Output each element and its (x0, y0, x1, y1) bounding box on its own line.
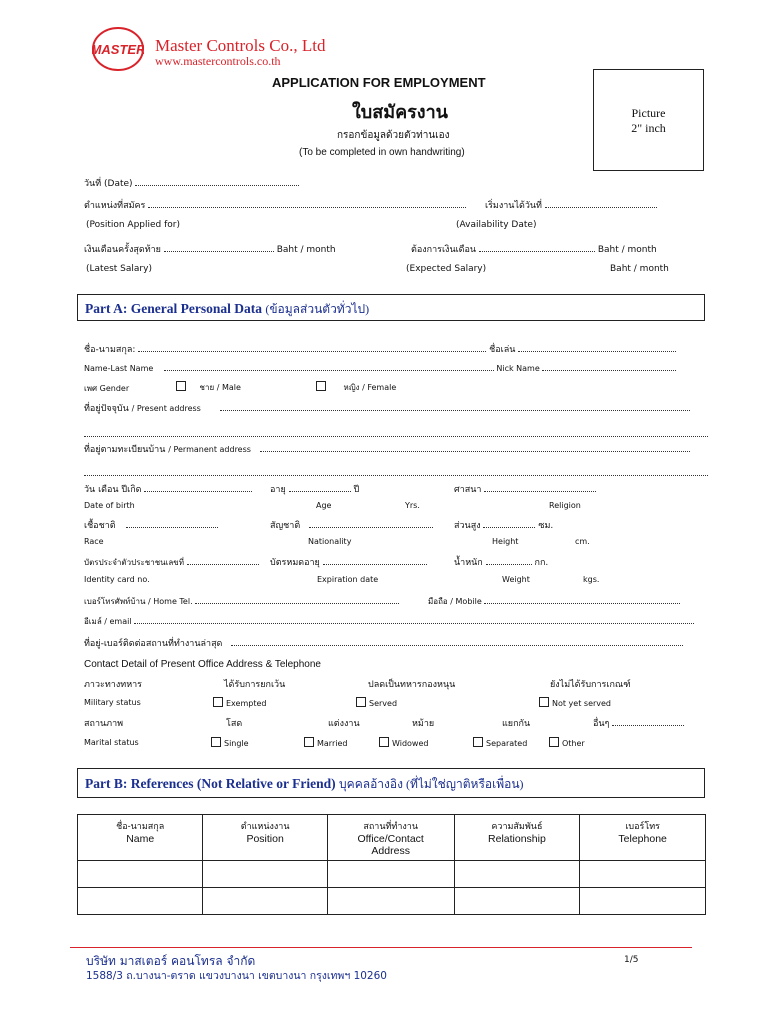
religion-label-th: ศาสนา (454, 485, 482, 495)
other-option[interactable] (549, 737, 585, 748)
mobile-field[interactable] (428, 595, 680, 608)
part-b-title-th: บุคคลอ้างอิง (ที่ไม่ใช่ญาติหรือเพื่อน) (339, 777, 524, 791)
photo-box-size: 2" inch (631, 121, 666, 135)
start-date-line (545, 199, 657, 208)
served-checkbox[interactable] (356, 697, 366, 707)
col-name-en: Name (126, 833, 155, 845)
gender-label: เพศ Gender (84, 384, 130, 393)
marital-label-th: สถานภาพ (84, 719, 124, 729)
married-label-th: แต่งงาน (328, 719, 360, 729)
weight-line (486, 556, 532, 565)
married-option[interactable] (304, 737, 347, 748)
start-date-label-th: เริ่มงานได้วันที่ (485, 201, 542, 211)
nickname-en-line (542, 362, 676, 371)
company-logo (92, 26, 144, 72)
kg-label-th: กก. (534, 558, 549, 568)
photo-box (593, 69, 704, 171)
served-option[interactable] (356, 697, 397, 708)
col-name-th: ชื่อ-นามสกุล (116, 821, 165, 831)
permanent-address-field[interactable] (84, 442, 690, 456)
name-line (138, 343, 486, 352)
home-tel-label-th: เบอร์โทรศัพท์บ้าน (84, 597, 146, 606)
latest-salary-line (164, 243, 274, 252)
date-line (135, 177, 299, 186)
name-en-line (164, 362, 494, 371)
date-label-th: วันที่ (84, 179, 102, 189)
latest-salary-label-en: (Latest Salary) (86, 264, 152, 274)
col-relationship (454, 815, 580, 861)
table-cell[interactable] (454, 861, 580, 888)
notyet-checkbox[interactable] (539, 697, 549, 707)
single-option[interactable] (211, 737, 249, 748)
permanent-address-label-en: / Permanent address (168, 445, 251, 454)
name-en-row (84, 362, 676, 373)
widowed-checkbox[interactable] (379, 737, 389, 747)
female-label: หญิง / Female (343, 383, 397, 392)
single-label-th: โสด (226, 719, 243, 729)
single-checkbox[interactable] (211, 737, 221, 747)
mobile-label-th: มือถือ (428, 597, 448, 606)
position-label-th: ตำแหน่งที่สมัคร (84, 201, 146, 211)
latest-salary-field[interactable] (84, 242, 336, 256)
footer-address-th: 1588/3 ถ.บางนา-ตราด แขวงบางนา เขตบางนา กรุงเทพฯ 10260 (86, 970, 387, 982)
footer-page: 1/5 (624, 955, 639, 965)
nickname-line (518, 343, 676, 352)
footer-rule (70, 947, 692, 948)
table-cell[interactable] (580, 861, 706, 888)
height-line (483, 519, 535, 528)
weight-label-en: Weight (502, 575, 530, 584)
date-label-en: (Date) (104, 179, 133, 189)
married-checkbox[interactable] (304, 737, 314, 747)
form-title-en: APPLICATION FOR EMPLOYMENT (272, 75, 486, 90)
age-field[interactable] (270, 482, 359, 496)
separated-checkbox[interactable] (473, 737, 483, 747)
idcard-field[interactable] (84, 556, 259, 569)
nationality-label-th: สัญชาติ (270, 521, 301, 531)
col-office (327, 815, 454, 861)
male-label: ชาย / Male (199, 383, 241, 392)
expiry-line (323, 556, 427, 565)
col-position (203, 815, 327, 861)
gender-female-option[interactable] (316, 381, 396, 394)
table-row[interactable] (78, 888, 706, 915)
idcard-line (187, 556, 259, 565)
permanent-address-line-2 (84, 461, 708, 480)
present-address-line-2 (84, 422, 708, 441)
married-label-en: Married (317, 739, 348, 748)
part-a-title-en: Part A: General Personal Data (85, 301, 262, 316)
table-cell[interactable] (78, 861, 203, 888)
race-label-th: เชื้อชาติ (84, 521, 116, 531)
nationality-field[interactable] (270, 518, 433, 532)
office-label-en: Contact Detail of Present Office Address & Telephone (84, 659, 321, 670)
logo-text: MASTER (92, 42, 144, 57)
col-relationship-th: ความสัมพันธ์ (491, 821, 543, 831)
other-checkbox[interactable] (549, 737, 559, 747)
footer-company-th: บริษัท มาสเตอร์ คอนโทรล จำกัด (86, 954, 256, 968)
table-cell[interactable] (327, 888, 454, 915)
table-header-row (78, 815, 706, 861)
age-label-th: อายุ (270, 485, 286, 495)
marital-label-en: Marital status (84, 738, 139, 747)
widowed-option[interactable] (379, 737, 428, 748)
male-checkbox[interactable] (176, 381, 186, 391)
col-position-th: ตำแหน่งงาน (240, 821, 290, 831)
dob-line (144, 483, 252, 492)
notyet-label-en: Not yet served (552, 699, 612, 708)
col-office-th: สถานที่ทำงาน (363, 821, 419, 831)
dob-label-th: วัน เดือน ปีเกิด (84, 485, 142, 495)
present-address-line (220, 402, 690, 411)
part-b-header (77, 768, 705, 798)
height-label-en: Height (492, 537, 519, 546)
exempted-checkbox[interactable] (213, 697, 223, 707)
office-line (231, 637, 683, 646)
separated-label-th: แยกกัน (502, 719, 531, 729)
idcard-label-th: บัตรประจำตัวประชาชนเลขที่ (84, 558, 184, 567)
single-label-en: Single (224, 739, 249, 748)
table-cell[interactable] (454, 888, 580, 915)
weight-field[interactable] (454, 555, 548, 569)
yrs-label-en: Yrs. (405, 501, 420, 510)
other-line (612, 717, 684, 726)
other-label-th: อื่นๆ (593, 719, 610, 729)
part-a-header (77, 294, 705, 321)
form-subtitle-th: กรอกข้อมูลด้วยตัวท่านเอง (337, 130, 450, 141)
position-label-en: (Position Applied for) (86, 220, 180, 230)
religion-line (484, 483, 596, 492)
date-field[interactable] (84, 176, 299, 190)
expiry-field[interactable] (270, 555, 427, 569)
latest-salary-unit: Baht / month (276, 245, 336, 255)
form-subtitle-en: (To be completed in own handwriting) (299, 147, 465, 158)
kg-label-en: kgs. (583, 575, 600, 584)
availability-label-en: (Availability Date) (456, 220, 537, 230)
age-line (289, 483, 351, 492)
idcard-label-en: Identity card no. (84, 575, 150, 584)
expected-salary-unit-en: Baht / month (610, 264, 669, 274)
other-label-en: Other (562, 739, 585, 748)
separated-option[interactable] (473, 737, 527, 748)
email-line (134, 615, 694, 624)
col-relationship-en: Relationship (488, 833, 546, 845)
widowed-label-en: Widowed (392, 739, 429, 748)
year-label-th: ปี (353, 485, 360, 495)
mobile-label-en: / Mobile (450, 597, 482, 606)
expected-salary-unit: Baht / month (597, 245, 657, 255)
age-label-en: Age (316, 501, 332, 510)
email-label-th: อีเมล์ (84, 617, 102, 626)
home-tel-field[interactable] (84, 595, 399, 608)
nickname-label-th: ชื่อเล่น (489, 345, 516, 355)
religion-label-en: Religion (549, 501, 581, 510)
form-title-th: ใบสมัครงาน (352, 102, 448, 122)
military-label-th: ภาวะทางทหาร (84, 680, 143, 690)
present-address-field[interactable] (84, 401, 690, 415)
col-name (78, 815, 203, 861)
position-field[interactable] (84, 198, 466, 212)
height-label-th: ส่วนสูง (454, 521, 481, 531)
photo-box-label: Picture (631, 106, 666, 120)
cm-label-th: ซม. (538, 521, 554, 531)
col-telephone-th: เบอร์โทร (625, 821, 660, 831)
nationality-line (309, 519, 433, 528)
expiry-label-th: บัตรหมดอายุ (270, 558, 320, 568)
part-a-title-th: (ข้อมูลส่วนตัวทั่วไป) (265, 302, 370, 316)
col-office-en: Office/Contact Address (357, 833, 424, 857)
office-field[interactable] (84, 636, 683, 650)
office-label-th: ที่อยู่-เบอร์ติดต่อสถานที่ทำงานล่าสุด (84, 639, 223, 649)
race-line (126, 519, 218, 528)
position-line (148, 199, 466, 208)
expected-salary-label-en: (Expected Salary) (406, 264, 487, 274)
company-name: Master Controls Co., Ltd (155, 36, 326, 55)
expected-salary-line (479, 243, 595, 252)
dob-label-en: Date of birth (84, 501, 135, 510)
gender-male-option[interactable] (176, 381, 241, 394)
notyet-option[interactable] (539, 697, 611, 708)
widowed-label-th: หม้าย (412, 719, 435, 729)
company-website: www.mastercontrols.co.th (155, 54, 281, 68)
table-cell[interactable] (78, 888, 203, 915)
exempted-option[interactable] (213, 697, 266, 708)
email-label-en: / email (104, 617, 132, 626)
expected-salary-field[interactable] (411, 242, 657, 256)
religion-field[interactable] (454, 482, 596, 496)
col-position-en: Position (246, 833, 284, 845)
dob-field[interactable] (84, 482, 252, 496)
col-telephone (580, 815, 706, 861)
name-label-th: ชื่อ-นามสกุล: (84, 345, 136, 355)
present-address-label-th: ที่อยู่ปัจจุบัน (84, 404, 129, 414)
table-cell[interactable] (203, 861, 327, 888)
home-tel-label-en: / Home Tel. (148, 597, 193, 606)
table-row[interactable] (78, 861, 706, 888)
nationality-label-en: Nationality (308, 537, 352, 546)
race-field[interactable] (84, 518, 218, 532)
permanent-address-line (260, 443, 690, 452)
table-cell[interactable] (580, 888, 706, 915)
served-label-en: Served (369, 699, 398, 708)
separated-label-en: Separated (486, 739, 528, 748)
part-b-title-en: Part B: References (Not Relative or Friend) (85, 776, 336, 791)
name-field[interactable] (84, 342, 676, 356)
col-telephone-en: Telephone (618, 833, 667, 845)
female-checkbox[interactable] (316, 381, 326, 391)
nickname-label-en: Nick Name (496, 364, 540, 373)
name-label-en: Name-Last Name (84, 364, 154, 373)
mobile-line (484, 595, 680, 604)
start-date-field[interactable] (485, 198, 657, 212)
table-cell[interactable] (203, 888, 327, 915)
latest-salary-label-th: เงินเดือนครั้งสุดท้าย (84, 245, 161, 255)
exempted-label-en: Exempted (226, 699, 267, 708)
weight-label-th: น้ำหนัก (454, 558, 483, 568)
expiry-label-en: Expiration date (317, 575, 379, 584)
references-table (77, 814, 706, 915)
expected-salary-label-th: ต้องการเงินเดือน (411, 245, 477, 255)
notyet-label-th: ยังไม่ได้รับการเกณฑ์ (550, 680, 631, 690)
table-cell[interactable] (327, 861, 454, 888)
permanent-address-label-th: ที่อยู่ตามทะเบียนบ้าน (84, 445, 166, 455)
height-field[interactable] (454, 518, 553, 532)
served-label-th: ปลดเป็นทหารกองหนุน (368, 680, 456, 690)
military-label-en: Military status (84, 698, 141, 707)
home-tel-line (195, 595, 399, 604)
other-field[interactable] (593, 716, 684, 730)
present-address-label-en: / Present address (131, 404, 201, 413)
exempted-label-th: ได้รับการยกเว้น (224, 680, 286, 690)
email-field[interactable] (84, 615, 694, 628)
cm-label-en: cm. (575, 537, 590, 546)
race-label-en: Race (84, 537, 104, 546)
